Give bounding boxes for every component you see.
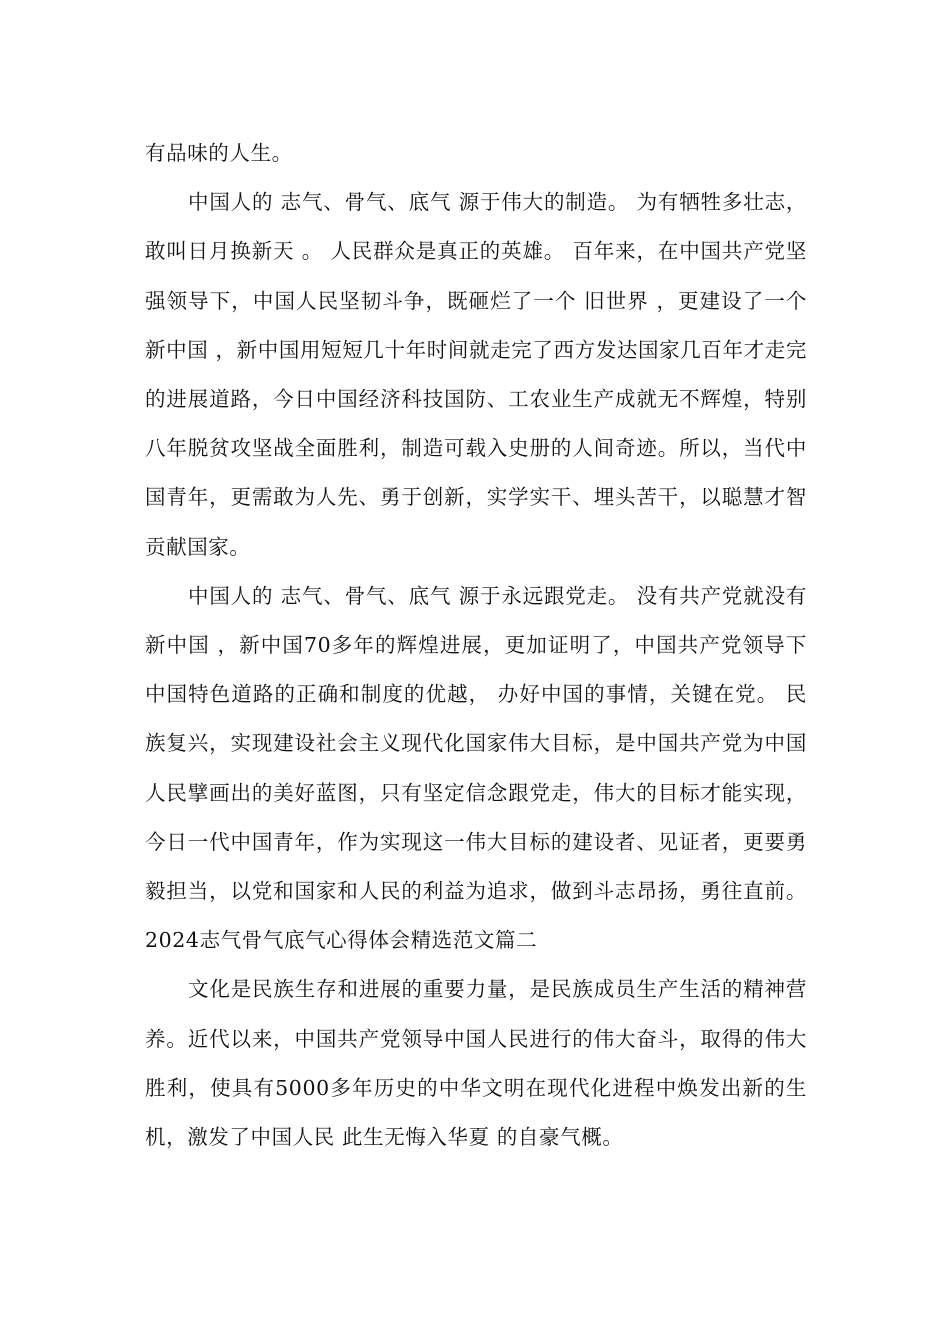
- paragraph-continuation: 有品味的人生。: [145, 141, 293, 165]
- paragraph-ambition-creation: 中国人的 志气、骨气、底气 源于伟大的制造。 为有牺牲多壮志，敢叫日月换新天 。 人民群众是真正的英雄。 百年来，在中国共产党坚强领导下，中国人民坚韧斗争，既砸烂了一个 旧世界 ，更建设了一个 新中国 ，新中国用短短几十年时间就走完了西方发达国家几百年才走完的进展道路，今日中国经济科技国防、工农业生产成就无不辉煌，特别八年脱贫攻坚战全面胜利，制造可载入史册的人间奇迹。所以，当代中国青年，更需敢为人先、勇于创新，实学实干、埋头苦干，以聪慧才智贡献国家。: [145, 190, 807, 559]
- document-body: [145, 129, 807, 1162]
- paragraph-follow-party: 中国人的 志气、骨气、底气 源于永远跟党走。 没有共产党就没有新中国 ，新中国70多年的辉煌进展，更加证明了，中国共产党领导下中国特色道路的正确和制度的优越， 办好中国的事情，关键在党。 民族复兴，实现建设社会主义现代化国家伟大目标，是中国共产党为中国人民擘画出的美好蓝图，只有坚定信念跟党走，伟大的目标才能实现，今日一代中国青年，作为实现这一伟大目标的建设者、见证者，更要勇毅担当，以党和国家和人民的利益为追求，做到斗志昂扬，勇往直前。2024志气骨气底气心得体会精选范文篇二: [145, 583, 807, 953]
- paragraph-culture: 文化是民族生存和进展的重要力量，是民族成员生产生活的精神营养。近代以来，中国共产党领导中国人民进行的伟大奋斗，取得的伟大胜利，使具有5000多年历史的中华文明在现代化进程中焕发出新的生机，激发了中国人民 此生无悔入华夏 的自豪气概。: [145, 977, 807, 1150]
